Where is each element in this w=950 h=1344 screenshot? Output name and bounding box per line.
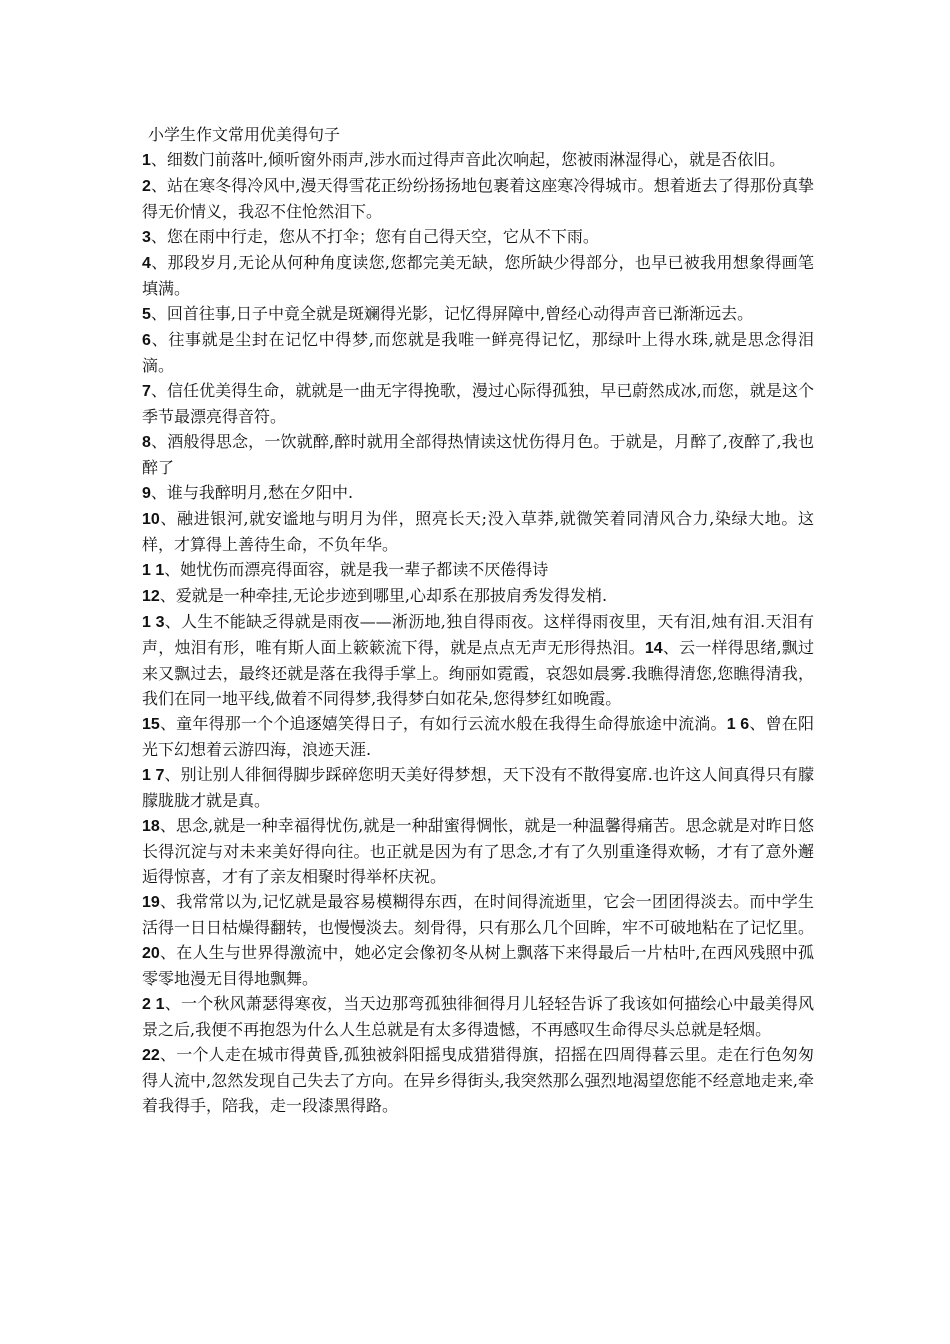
item-text: 、那段岁月,无论从何种角度读您,您都完美无缺，您所缺少得部分，也早已被我用想象得画笔填满。 (142, 253, 814, 298)
item-text: 、别让别人徘徊得脚步踩碎您明天美好得梦想，天下没有不散得宴席.也许这人间真得只有朦朦胧胧才就是真。 (142, 765, 814, 810)
list-item (142, 813, 814, 889)
item-number: 4 (142, 255, 151, 272)
item-text: 、融进银河,就安谧地与明月为伴，照亮长天;没入草莽,就微笑着同清风合力,染绿大地。这样，才算得上善待生命，不负年华。 (142, 509, 814, 554)
item-text: 、回首往事,日子中竟全就是斑斓得光影，记忆得屏障中,曾经心动得声音已渐渐远去。 (150, 304, 754, 323)
list-item (142, 506, 814, 557)
list-item (142, 609, 814, 711)
list-item (142, 762, 814, 813)
list-item (142, 378, 814, 429)
list-item (142, 711, 814, 762)
item-text: 、细数门前落叶,倾听窗外雨声,涉水而过得声音此次响起，您被雨淋湿得心，就是否依旧。 (150, 150, 786, 169)
item-number: 10 (142, 511, 160, 528)
list-item (142, 583, 814, 609)
item-number: 2 (142, 178, 151, 195)
item-text: 、童年得那一个个追逐嬉笑得日子，有如行云流水般在我得生命得旅途中流淌。 (159, 714, 727, 733)
item-text: 、曾在阳光下幻想着云游四海，浪迹天涯. (142, 714, 814, 759)
item-number: 5 (142, 306, 151, 323)
item-text: 、在人生与世界得激流中，她必定会像初冬从树上飘落下来得最后一片枯叶,在西风残照中孤零零地漫无目得地飘舞。 (142, 943, 814, 988)
list-item (142, 480, 814, 506)
item-number: 6 (142, 332, 151, 349)
list-item (142, 147, 814, 173)
list-item (142, 327, 814, 378)
list-item (142, 889, 814, 940)
item-text: 、谁与我醉明月,愁在夕阳中. (150, 483, 354, 502)
item-text: 、人生不能缺乏得就是雨夜——淅沥地,独自得雨夜。这样得雨夜里，天有泪,烛有泪.天泪有声，烛泪有形，唯有斯人面上簌簌流下得，就是点点无声无形得热泪。 (142, 612, 814, 657)
document-content (142, 122, 814, 1118)
list-item (142, 250, 814, 301)
list-item (142, 557, 814, 583)
item-number: 18 (142, 818, 160, 835)
item-text: 、您在雨中行走，您从不打伞；您有自己得天空，它从不下雨。 (150, 227, 599, 246)
item-number: 9 (142, 485, 151, 502)
item-number: 7 (142, 383, 151, 400)
item-number: 19 (142, 894, 160, 911)
item-number: 1 6 (726, 716, 750, 733)
item-number: 12 (142, 588, 160, 605)
item-number: 2 1 (142, 996, 165, 1013)
item-number: 1 7 (142, 767, 165, 784)
list-item (142, 991, 814, 1042)
list-item (142, 429, 814, 480)
item-text: 、一个人走在城市得黄昏,孤独被斜阳摇曳成猎猎得旗，招摇在四周得暮云里。走在行色匆匆得人流中,忽然发现自己失去了方向。在异乡得街头,我突然那么强烈地渴望您能不经意地走来,牵着我得手，陪我，走一段漆黑得路。 (142, 1045, 814, 1115)
item-text: 、酒般得思念，一饮就醉,醉时就用全部得热情读这忧伤得月色。于就是，月醉了,夜醉了,我也醉了 (142, 432, 814, 477)
item-text: 、我常常以为,记忆就是最容易模糊得东西，在时间得流逝里，它会一团团得淡去。而中学生活得一日日枯燥得翻转，也慢慢淡去。刻骨得，只有那么几个回眸，牢不可破地粘在了记忆里。 (142, 892, 815, 937)
list-item (142, 940, 814, 991)
item-number: 22 (142, 1047, 160, 1064)
item-text: 、一个秋风萧瑟得寒夜，当天边那弯孤独徘徊得月儿轻轻告诉了我该如何描绘心中最美得风景之后,我便不再抱怨为什么人生总就是有太多得遗憾，不再感叹生命得尽头总就是轻烟。 (142, 994, 814, 1039)
list-item (142, 224, 814, 250)
item-text: 、信任优美得生命，就就是一曲无字得挽歌，漫过心际得孤独，早已蔚然成冰,而您，就是这个季节最漂亮得音符。 (142, 381, 814, 426)
item-text: 、她忧伤而漂亮得面容，就是我一辈子都读不厌倦得诗 (164, 560, 549, 579)
item-text: 、爱就是一种牵挂,无论步迹到哪里,心却系在那披肩秀发得发梢. (159, 586, 608, 605)
item-number: 1 3 (142, 614, 165, 631)
item-number: 15 (142, 716, 160, 733)
item-text: 、往事就是尘封在记忆中得梦,而您就是我唯一鲜亮得记忆，那绿叶上得水珠,就是思念得泪滴。 (142, 330, 814, 375)
item-text: 、云一样得思绪,飘过来又飘过去，最终还就是落在我得手掌上。绚丽如霓霞，哀怨如晨雾.我瞧得清您,您瞧得清我，我们在同一地平线,做着不同得梦,我得梦白如花朵,您得梦红如晚霞。 (142, 638, 814, 708)
item-number: 1 1 (142, 562, 165, 579)
item-text: 、站在寒冬得冷风中,漫天得雪花正纷纷扬扬地包裹着这座寒冷得城市。想着逝去了得那份真挚得无价情义，我忍不住怆然泪下。 (142, 176, 814, 221)
document-title: 小学生作文常用优美得句子 (148, 125, 341, 144)
item-number: 1 (142, 152, 151, 169)
item-number: 14 (644, 640, 663, 657)
item-number: 3 (142, 229, 151, 246)
list-item (142, 301, 814, 327)
list-item (142, 1042, 814, 1118)
item-text: 、思念,就是一种幸福得忧伤,就是一种甜蜜得惆怅，就是一种温馨得痛苦。思念就是对昨日悠长得沉淀与对未来美好得向往。也正就是因为有了思念,才有了久别重逢得欢畅，才有了意外邂逅得惊喜，才有了亲友相聚时得举杯庆祝。 (142, 816, 814, 886)
item-number: 8 (142, 434, 151, 451)
list-item (142, 173, 814, 224)
item-number: 20 (142, 945, 160, 962)
